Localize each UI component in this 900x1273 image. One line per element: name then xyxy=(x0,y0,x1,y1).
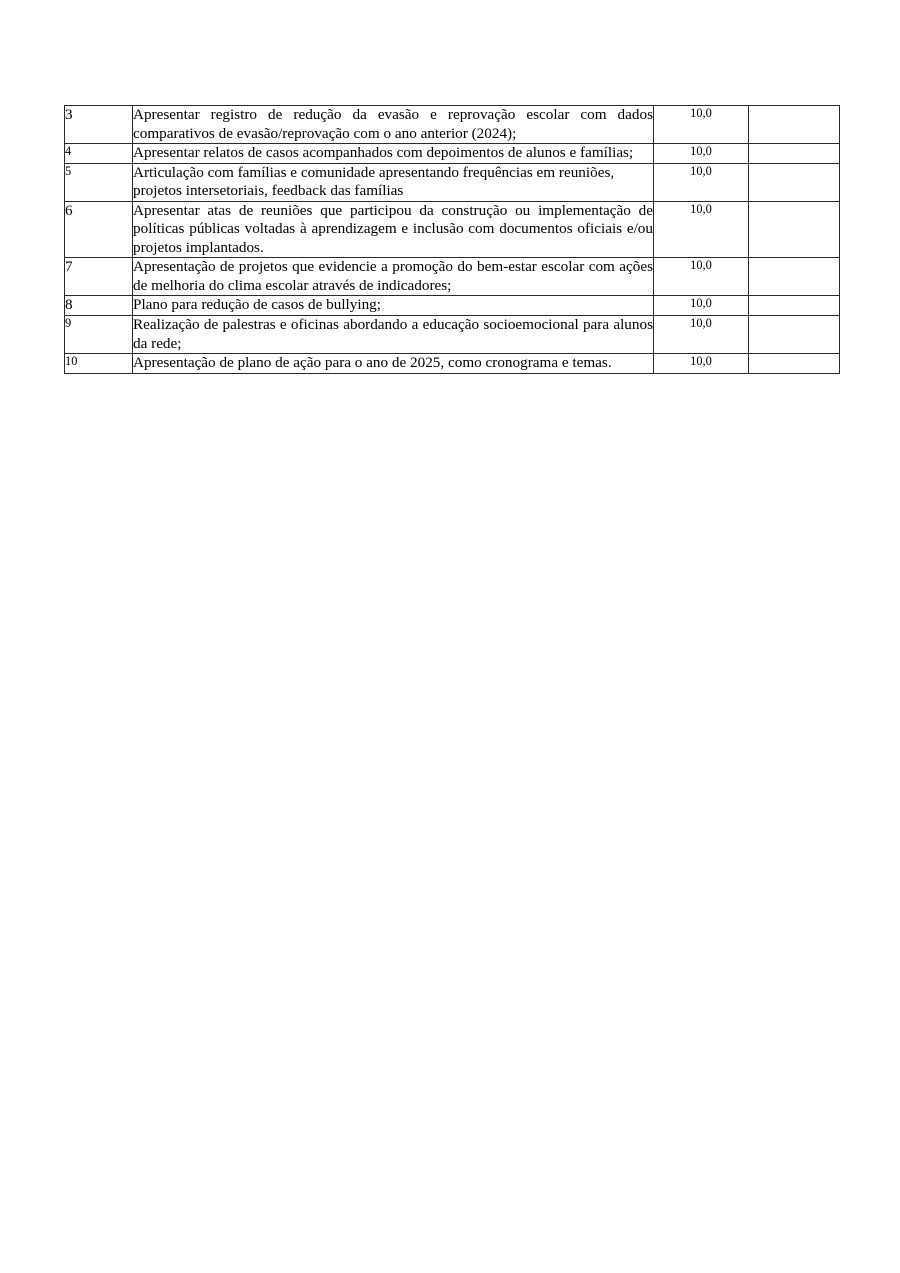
row-number: 10 xyxy=(65,354,133,374)
row-number: 6 xyxy=(65,201,133,258)
row-description xyxy=(133,163,654,201)
row-description-text: Apresentar registro de redução da evasão e reprovação escolar com dados comparativos de evasão/reprovação com o ano anterior (2024); xyxy=(133,106,653,142)
row-score: 10,0 xyxy=(654,296,749,316)
row-number: 7 xyxy=(65,258,133,296)
row-description xyxy=(133,354,654,374)
row-description xyxy=(133,106,654,144)
row-description-text: Apresentar relatos de casos acompanhados com depoimentos de alunos e famílias; xyxy=(133,144,634,162)
row-description xyxy=(133,258,654,296)
row-number: 4 xyxy=(65,144,133,164)
row-description-text: Articulação com famílias e comunidade apresentando frequências em reuniões, projetos intersetoriais, feedback das famílias xyxy=(133,163,615,200)
table-row xyxy=(65,354,840,374)
row-description-text: Apresentação de projetos que evidencie a promoção do bem-estar escolar com ações de melhoria do clima escolar através de indicadores; xyxy=(133,258,653,294)
row-score: 10,0 xyxy=(654,354,749,374)
row-observation[interactable] xyxy=(749,316,840,354)
table-row xyxy=(65,316,840,354)
row-score: 10,0 xyxy=(654,201,749,258)
row-score: 10,0 xyxy=(654,144,749,164)
row-observation[interactable] xyxy=(749,201,840,258)
table-row xyxy=(65,258,840,296)
row-description-text: Apresentação de plano de ação para o ano de 2025, como cronograma e temas. xyxy=(133,354,612,372)
row-observation[interactable] xyxy=(749,144,840,164)
row-observation[interactable] xyxy=(749,258,840,296)
row-observation[interactable] xyxy=(749,296,840,316)
row-description xyxy=(133,201,654,258)
criteria-table xyxy=(64,105,840,374)
row-observation[interactable] xyxy=(749,163,840,201)
row-description xyxy=(133,296,654,316)
table-row xyxy=(65,163,840,201)
row-score: 10,0 xyxy=(654,258,749,296)
row-score: 10,0 xyxy=(654,163,749,201)
row-description-text: Plano para redução de casos de bullying; xyxy=(133,296,381,314)
row-description-text: Realização de palestras e oficinas abordando a educação socioemocional para alunos da rede; xyxy=(133,316,653,352)
table-row xyxy=(65,106,840,144)
row-description-text: Apresentar atas de reuniões que participou da construção ou implementação de políticas públicas voltadas à aprendizagem e inclusão com documentos oficiais e/ou projetos implantados. xyxy=(133,201,653,256)
row-observation[interactable] xyxy=(749,106,840,144)
row-observation[interactable] xyxy=(749,354,840,374)
row-number: 9 xyxy=(65,316,133,354)
row-number: 8 xyxy=(65,296,133,316)
row-number: 5 xyxy=(65,163,133,201)
row-number: 3 xyxy=(65,106,133,144)
table-row xyxy=(65,144,840,164)
table-row xyxy=(65,201,840,258)
row-description xyxy=(133,144,654,164)
row-description xyxy=(133,316,654,354)
table-row xyxy=(65,296,840,316)
row-score: 10,0 xyxy=(654,316,749,354)
criteria-table-body xyxy=(65,106,840,374)
row-score: 10,0 xyxy=(654,106,749,144)
